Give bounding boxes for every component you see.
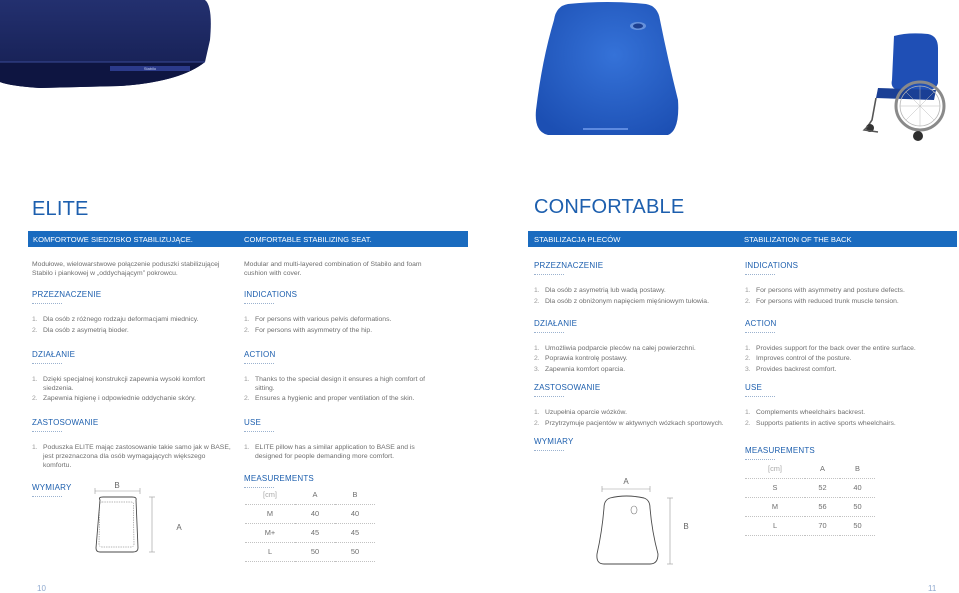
diagram-label-b: B bbox=[683, 522, 689, 531]
elite-en-section-2: ACTION bbox=[244, 349, 276, 359]
elite-pl-section-2: DZIAŁANIE bbox=[32, 349, 76, 359]
confortable-bar-en: STABILIZATION OF THE BACK bbox=[744, 235, 852, 244]
elite-en-section-1: INDICATIONS bbox=[244, 290, 298, 300]
table-row: S 52 40 bbox=[745, 478, 875, 497]
list-item: 2. Ensures a hygienic and proper ventilation of the skin. bbox=[244, 395, 415, 403]
confortable-pl-section-4: WYMIARY bbox=[534, 436, 574, 446]
elite-dimension-diagram bbox=[88, 478, 188, 568]
confortable-measurements-table bbox=[745, 459, 875, 536]
list-item: 1. Umożliwia podparcie pleców na całej powierzchni. bbox=[534, 344, 696, 352]
list-item: 1. Thanks to the special design it ensures a high comfort of sitting. bbox=[244, 375, 426, 392]
elite-desc-en: Modular and multi-layered combination of Stabilo and foam cushion with cover. bbox=[244, 261, 422, 277]
confortable-bar-pl: STABILIZACJA PLECÓW bbox=[534, 235, 621, 244]
list-item: 2. Zapewnia higienę i odpowiednie oddychanie skóry. bbox=[32, 395, 196, 403]
confortable-pl-section-1: PRZEZNACZENIE bbox=[534, 261, 604, 270]
table-header-row: [cm] A B bbox=[745, 459, 875, 478]
list-item: 1. ELITE pillow has a similar application to BASE and is designed for people demanding more comfort. bbox=[244, 444, 415, 460]
list-item: 1. Dla osób z asymetrią lub wadą postawy. bbox=[534, 287, 666, 294]
list-item: 1. For persons with asymmetry and posture defects. bbox=[745, 287, 905, 294]
elite-pl-section-1: PRZEZNACZENIE bbox=[32, 290, 102, 300]
list-item: 2. For persons with asymmetry of the hip. bbox=[244, 326, 373, 334]
list-item: 1. Poduszka ELITE mając zastosowanie takie samo jak w BASE, jest przeznaczona dla osób wymagających większego komfortu. bbox=[32, 444, 231, 469]
list-item: 1. Provides support for the back over the entire surface. bbox=[745, 344, 916, 352]
list-item: 1. Dla osób z różnego rodzaju deformacjami miednicy. bbox=[32, 316, 199, 324]
diagram-label-a: A bbox=[176, 523, 182, 532]
elite-pl-section-3: ZASTOSOWANIE bbox=[32, 418, 99, 428]
elite-pl-column bbox=[32, 261, 232, 497]
list-item: 2. Supports patients in active sports wheelchairs. bbox=[745, 419, 896, 427]
list-item: 3. Provides backrest comfort. bbox=[745, 366, 837, 374]
confortable-en-section-1: INDICATIONS bbox=[745, 261, 799, 270]
list-item: 2. For persons with reduced trunk muscle tension. bbox=[745, 297, 899, 305]
elite-en-column bbox=[244, 261, 444, 488]
list-item: 2. Dla osób z asymetrią bioder. bbox=[32, 326, 129, 334]
elite-pl-section-4: WYMIARY bbox=[32, 482, 72, 492]
elite-cushion-image bbox=[0, 0, 215, 92]
list-item: 1. Complements wheelchairs backrest. bbox=[745, 408, 866, 416]
confortable-en-section-4: MEASUREMENTS bbox=[745, 445, 815, 455]
page-number-left: 10 bbox=[37, 584, 46, 593]
diagram-label-a: A bbox=[623, 477, 629, 486]
elite-title: ELITE bbox=[32, 198, 89, 220]
confortable-pl-section-3: ZASTOSOWANIE bbox=[534, 382, 601, 392]
elite-desc-pl: Modułowe, wielowarstwowe połączenie poduszki stabilizującej Stabilo i piankowej w „oddychającym” pokrowcu. bbox=[32, 261, 220, 277]
list-item: 2. Dla osób z obniżonym napięciem mięśniowym tułowia. bbox=[534, 297, 709, 305]
confortable-en-section-2: ACTION bbox=[745, 318, 777, 328]
list-item: 3. Zapewnia komfort oparcia. bbox=[534, 366, 626, 374]
table-row: M 40 40 bbox=[245, 504, 375, 523]
table-row: M 56 50 bbox=[745, 497, 875, 516]
list-item: 1. Dzięki specjalnej konstrukcji zapewnia wysoki komfort siedzenia. bbox=[32, 375, 206, 392]
confortable-backrest-image bbox=[528, 0, 688, 140]
confortable-en-section-3: USE bbox=[745, 382, 763, 392]
confortable-en-column bbox=[745, 261, 950, 460]
page-number-right: 11 bbox=[928, 584, 937, 593]
confortable-title: CONFORTABLE bbox=[534, 196, 685, 218]
elite-measurements-table bbox=[245, 485, 375, 562]
elite-bar-pl: KOMFORTOWE SIEDZISKO STABILIZUJĄCE. bbox=[33, 235, 193, 244]
wheelchair-image bbox=[858, 28, 948, 146]
list-item: 1. For persons with various pelvis deformations. bbox=[244, 316, 392, 324]
list-item: 2. Poprawia kontrolę postawy. bbox=[534, 355, 628, 363]
table-row: L 50 50 bbox=[245, 542, 375, 561]
list-item: 1. Uzupełnia oparcie wózków. bbox=[534, 408, 627, 416]
confortable-header-bar bbox=[528, 231, 957, 247]
elite-bar-en: COMFORTABLE STABILIZING SEAT. bbox=[244, 235, 372, 244]
list-item: 2. Improves control of the posture. bbox=[745, 355, 852, 363]
elite-en-section-4: MEASUREMENTS bbox=[244, 473, 314, 483]
diagram-label-b: B bbox=[114, 481, 120, 490]
list-item: 2. Przytrzymuje pacjentów w aktywnych wózkach sportowych. bbox=[534, 419, 724, 427]
cushion-brand-text: Stabilo bbox=[143, 66, 157, 72]
elite-header-bar bbox=[28, 231, 468, 247]
elite-en-section-3: USE bbox=[244, 418, 262, 428]
table-row: L 70 50 bbox=[745, 516, 875, 535]
table-header-row: [cm] A B bbox=[245, 485, 375, 504]
confortable-pl-column bbox=[534, 261, 734, 451]
confortable-pl-section-2: DZIAŁANIE bbox=[534, 318, 578, 328]
confortable-dimension-diagram bbox=[588, 472, 698, 572]
table-row: M+ 45 45 bbox=[245, 523, 375, 542]
